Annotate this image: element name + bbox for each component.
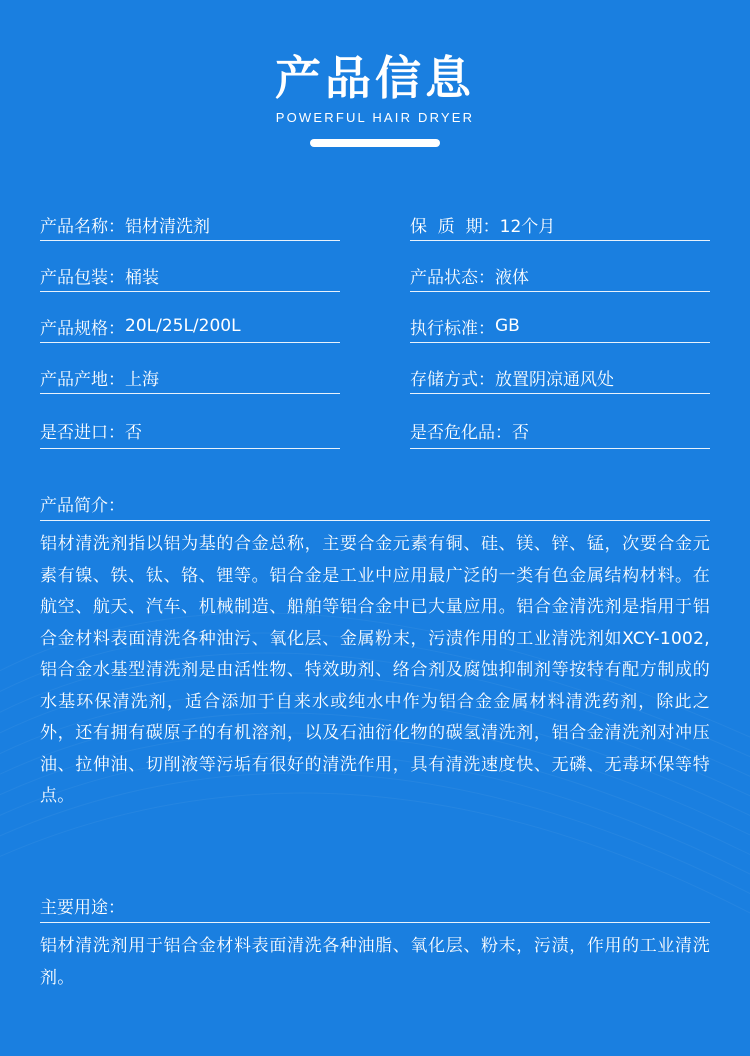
spec-row [40,259,710,310]
spec-label: 产品状态： [410,267,495,288]
spec-label: 存储方式： [410,369,495,390]
spec-label: 产品包装： [40,267,125,288]
spec-value: 液体 [495,267,529,288]
usage-section [40,894,710,994]
spec-label: 产品规格： [40,318,125,339]
spec-row [40,208,710,259]
usage-text: 铝材清洗剂用于铝合金材料表面清洗各种油脂、氧化层、粉末，污渍，作用的工业清洗剂。 [40,936,710,988]
spec-value: 放置阴凉通风处 [495,369,614,390]
spec-value: 铝材清洗剂 [125,216,210,237]
spec-row [40,412,710,449]
spec-item-hazardous [410,412,710,449]
spec-value: 否 [125,422,142,443]
spec-item-imported [40,412,340,449]
spec-row [40,310,710,361]
spec-item-packaging [40,259,340,292]
header [0,48,750,147]
title-underline-bar [310,139,440,147]
page-title: 产品信息 [275,51,475,105]
spec-value: 上海 [125,369,159,390]
spec-value: 否 [512,422,529,443]
usage-heading: 主要用途： [40,894,710,923]
intro-text: 铝材清洗剂指以铝为基的合金总称，主要合金元素有铜、硅、镁、锌、锰，次要合金元素有镍、铁、钛、铬、锂等。铝合金是工业中应用最广泛的一类有色金属结构材料。在航空、航天、汽车、机械制造、船舶等铝合金中已大量应用。铝合金清洗剂是指用于铝合金材料表面清洗各种油污、氧化层、金属粉末，污渍作用的工业清洗剂如XCY-1002,铝合金水基型清洗剂是由活性物、特效助剂、络合剂及腐蚀抑制剂等按特有配方制成的水基环保清洗剂，适合添加于自来水或纯水中作为铝合金金属材料清洗药剂，除此之外，还有拥有碳原子的有机溶剂，以及石油衍化物的碳氢清洗剂，铝合金清洗剂对冲压油、拉伸油、切削液等污垢有很好的清洗作用，具有清洗速度快、无磷、无毒环保等特点。 [40,534,710,806]
spec-value: 桶装 [125,267,159,288]
spec-table [40,208,710,449]
spec-value: 20L/25L/200L [125,316,241,336]
spec-label: 产品产地： [40,369,125,390]
intro-heading: 产品简介： [40,492,710,521]
spec-item-shelf-life [410,208,710,241]
intro-section [40,492,710,813]
spec-value: 12个月 [499,216,556,237]
spec-label: 是否危化品： [410,422,512,443]
spec-item-standard [410,310,710,343]
spec-value: GB [495,316,520,336]
spec-label: 产品名称： [40,216,125,237]
spec-item-storage [410,361,710,394]
spec-item-name [40,208,340,241]
spec-item-state [410,259,710,292]
spec-label: 是否进口： [40,422,125,443]
spec-item-size [40,310,340,343]
spec-label: 保 质 期： [410,216,500,237]
spec-item-origin [40,361,340,394]
page-subtitle: POWERFUL HAIR DRYER [275,110,475,125]
spec-row [40,361,710,412]
spec-label: 执行标准： [410,318,495,339]
